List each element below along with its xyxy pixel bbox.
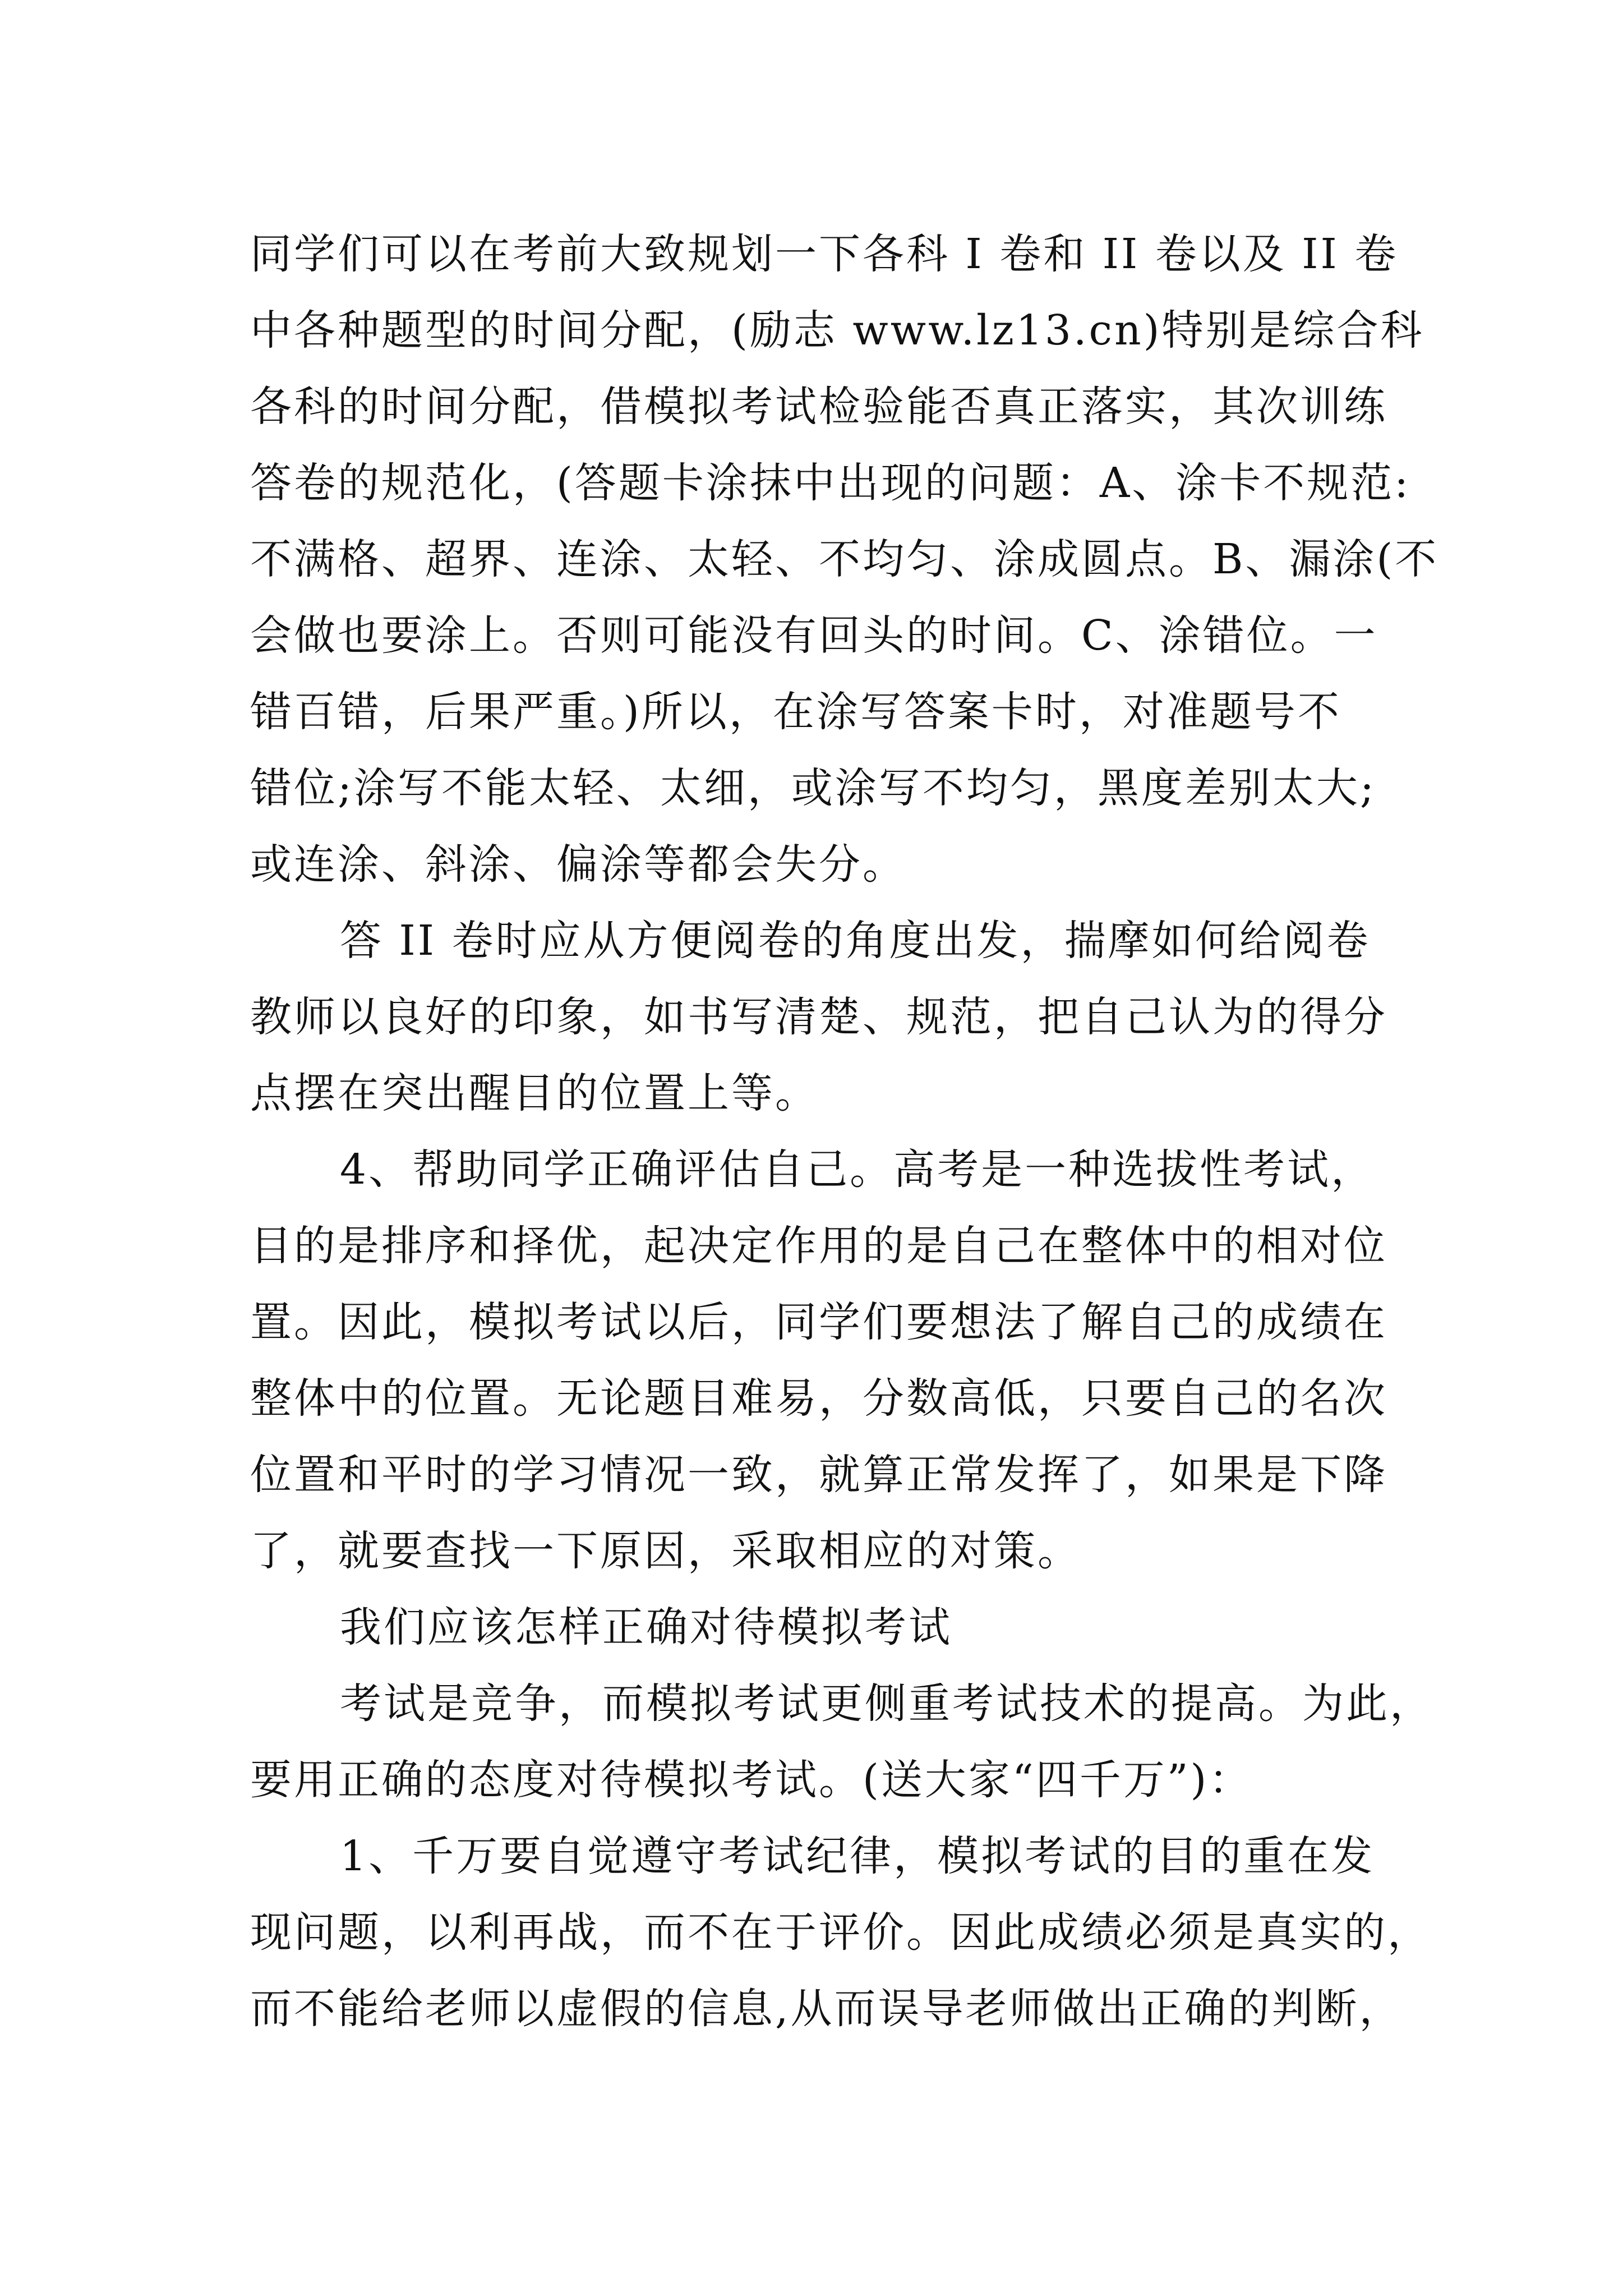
paragraph-exam-time-planning: [250, 216, 1439, 903]
text-line: 目的是排序和择优，起决定作用的是自己在整体中的相对位: [250, 1222, 1387, 1270]
paragraph-exam-discipline: [250, 1818, 1431, 2047]
text-line: 错百错，后果严重。)所以，在涂写答案卡时，对准题号不: [250, 688, 1341, 736]
text-line: 整体中的位置。无论题目难易，分数高低，只要自己的名次: [250, 1374, 1387, 1423]
text-line: 会做也要涂上。否则可能没有回头的时间。C、涂错位。一: [250, 611, 1378, 660]
text-line: 或连涂、斜涂、偏涂等都会失分。: [250, 840, 906, 889]
paragraph-answer-paper-two: [250, 903, 1389, 1131]
section-heading: [250, 1589, 1389, 1665]
paragraph-self-assessment: [250, 1131, 1389, 1589]
text-line: 答 II 卷时应从方便阅卷的角度出发，揣摩如何给阅卷: [340, 917, 1371, 965]
text-line: 了，就要查找一下原因，采取相应的对策。: [250, 1527, 1081, 1575]
text-line: 考试是竞争，而模拟考试更侧重考试技术的提高。为此，: [340, 1680, 1433, 1728]
text-line: 教师以良好的印象，如书写清楚、规范，把自己认为的得分: [250, 993, 1387, 1041]
text-line: 不满格、超界、连涂、太轻、不均匀、涂成圆点。B、漏涂(不: [250, 535, 1439, 583]
text-line: 而不能给老师以虚假的信息,从而误导老师做出正确的判断，: [250, 1985, 1403, 2033]
text-line: 点摆在突出醒目的位置上等。: [250, 1069, 819, 1117]
text-line: 位置和平时的学习情况一致，就算正常发挥了，如果是下降: [250, 1451, 1387, 1499]
document-body: [250, 216, 1439, 2047]
text-line: 要用正确的态度对待模拟考试。(送大家“四千万”)：: [250, 1756, 1253, 1804]
text-line: 现问题，以利再战，而不在于评价。因此成绩必须是真实的，: [250, 1908, 1431, 1957]
text-line: 1、千万要自觉遵守考试纪律，模拟考试的目的重在发: [340, 1832, 1375, 1880]
paragraph-competition: [250, 1665, 1433, 1818]
text-line: 同学们可以在考前大致规划一下各科 I 卷和 II 卷以及 II 卷: [250, 230, 1399, 278]
text-line: 答卷的规范化，(答题卡涂抹中出现的问题：A、涂卡不规范:: [250, 459, 1411, 507]
text-line: 各科的时间分配，借模拟考试检验能否真正落实，其次训练: [250, 383, 1387, 431]
text-line: 4、帮助同学正确评估自己。高考是一种选拔性考试，: [340, 1145, 1375, 1194]
section-heading-text: 我们应该怎样正确对待模拟考试: [340, 1603, 952, 1651]
text-line: 置。因此，模拟考试以后，同学们要想法了解自己的成绩在: [250, 1298, 1387, 1346]
text-line: 中各种题型的时间分配，(励志 www.lz13.cn)特别是综合科: [250, 306, 1424, 355]
text-line: 错位;涂写不能太轻、太细，或涂写不均匀，黑度差别太大;: [250, 764, 1376, 812]
